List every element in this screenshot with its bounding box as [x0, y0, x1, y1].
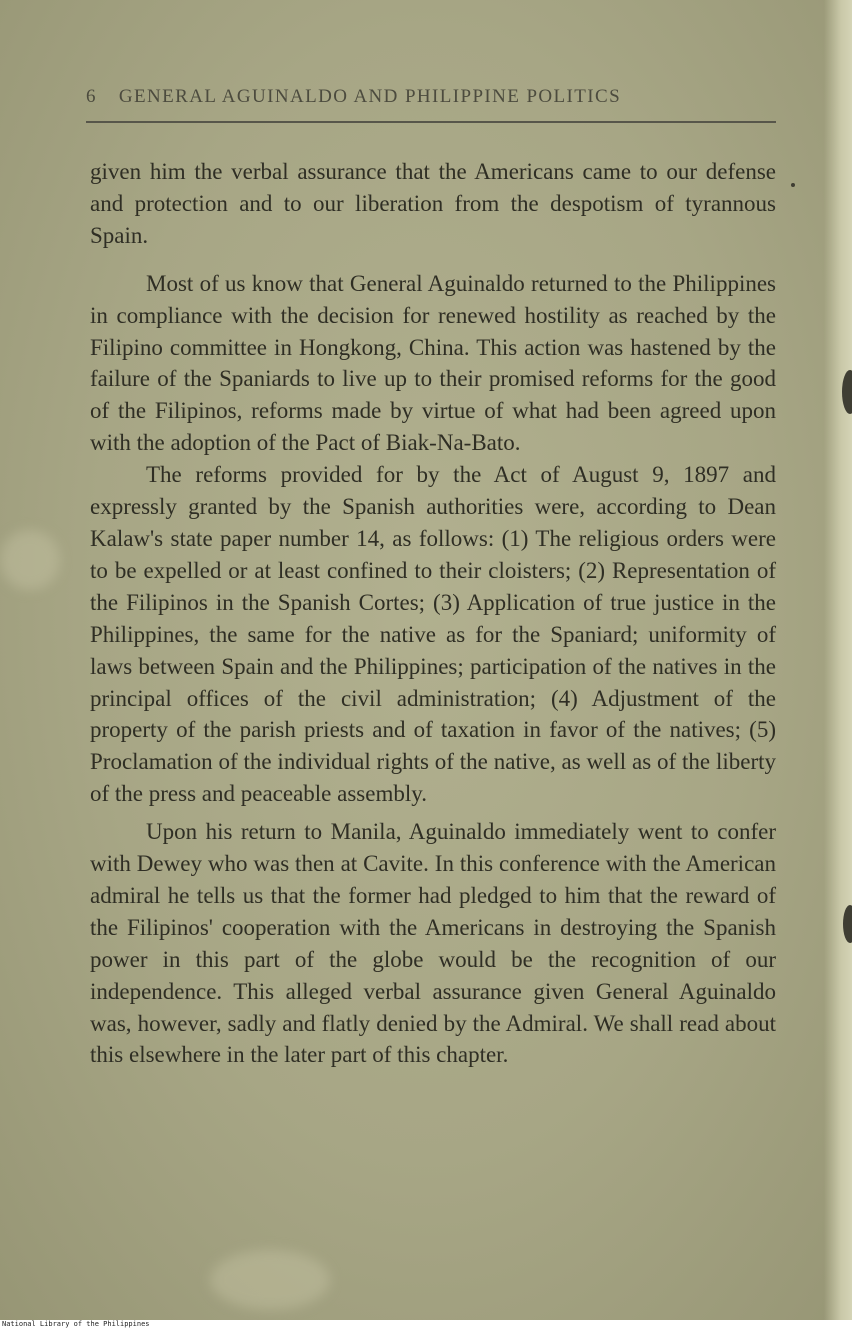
header-rule [86, 121, 776, 123]
page-number: 6 [86, 86, 97, 107]
paragraph: Upon his return to Manila, Aguinaldo immediately went to confer with Dewey who was then at Cavite. In this conference with the American admiral he tells us that the former had pledged to him that the reward of the Filipinos' cooperation with the Americans in destroying the Spanish power in this part of the globe would be the recognition of our independence. This alleged verbal assurance given General Aguinaldo was, however, sadly and flatly denied by the Admiral. We shall read about this elsewhere in the later part of this chapter. [90, 819, 776, 1068]
running-title: GENERAL AGUINALDO AND PHILIPPINE POLITICS [118, 86, 622, 107]
body-text [90, 156, 776, 1071]
ink-blot [842, 370, 852, 414]
ink-blot [843, 905, 852, 943]
ink-speck [791, 183, 795, 187]
paragraph: Most of us know that General Aguinaldo returned to the Philippines in compliance with the decision for renewed hostility as reached by the Filipino committee in Hongkong, China. This action was hastened by the failure of the Spaniards to live up to their promised reforms for the good of the Filipinos, reforms made by virtue of what had been agreed upon with the adoption of the Pact of Biak-Na-Bato. [90, 270, 776, 456]
running-header [86, 86, 776, 116]
library-credit: National Library of the Philippines [2, 1320, 150, 1328]
paragraph-continuation: given him the verbal assurance that the Americans came to our defense and protection and to our liberation from the despotism of tyrannous Spain. [90, 159, 776, 248]
paragraph: The reforms provided for by the Act of August 9, 1897 and expressly granted by the Spanish authorities were, according to Dean Kalaw's state paper number 14, as follows: (1) The religious orders were to be expelled or at least confined to their cloisters; (2) Representation of the Filipinos in the Spanish Cortes; (3) Application of true justice in the Philippines, the same for the native as for the Spaniard; uniformity of laws between Spain and the Philippines; participation of the natives in the principal offices of the civil administration; (4) Adjustment of the property of the parish priests and of taxation in favor of the natives; (5) Proclamation of the individual rights of the native, as well as of the liberty of the press and peaceable assembly. [90, 462, 776, 807]
paper-smudge [0, 530, 60, 590]
page-edge [824, 0, 852, 1320]
paper-smudge [210, 1250, 330, 1310]
